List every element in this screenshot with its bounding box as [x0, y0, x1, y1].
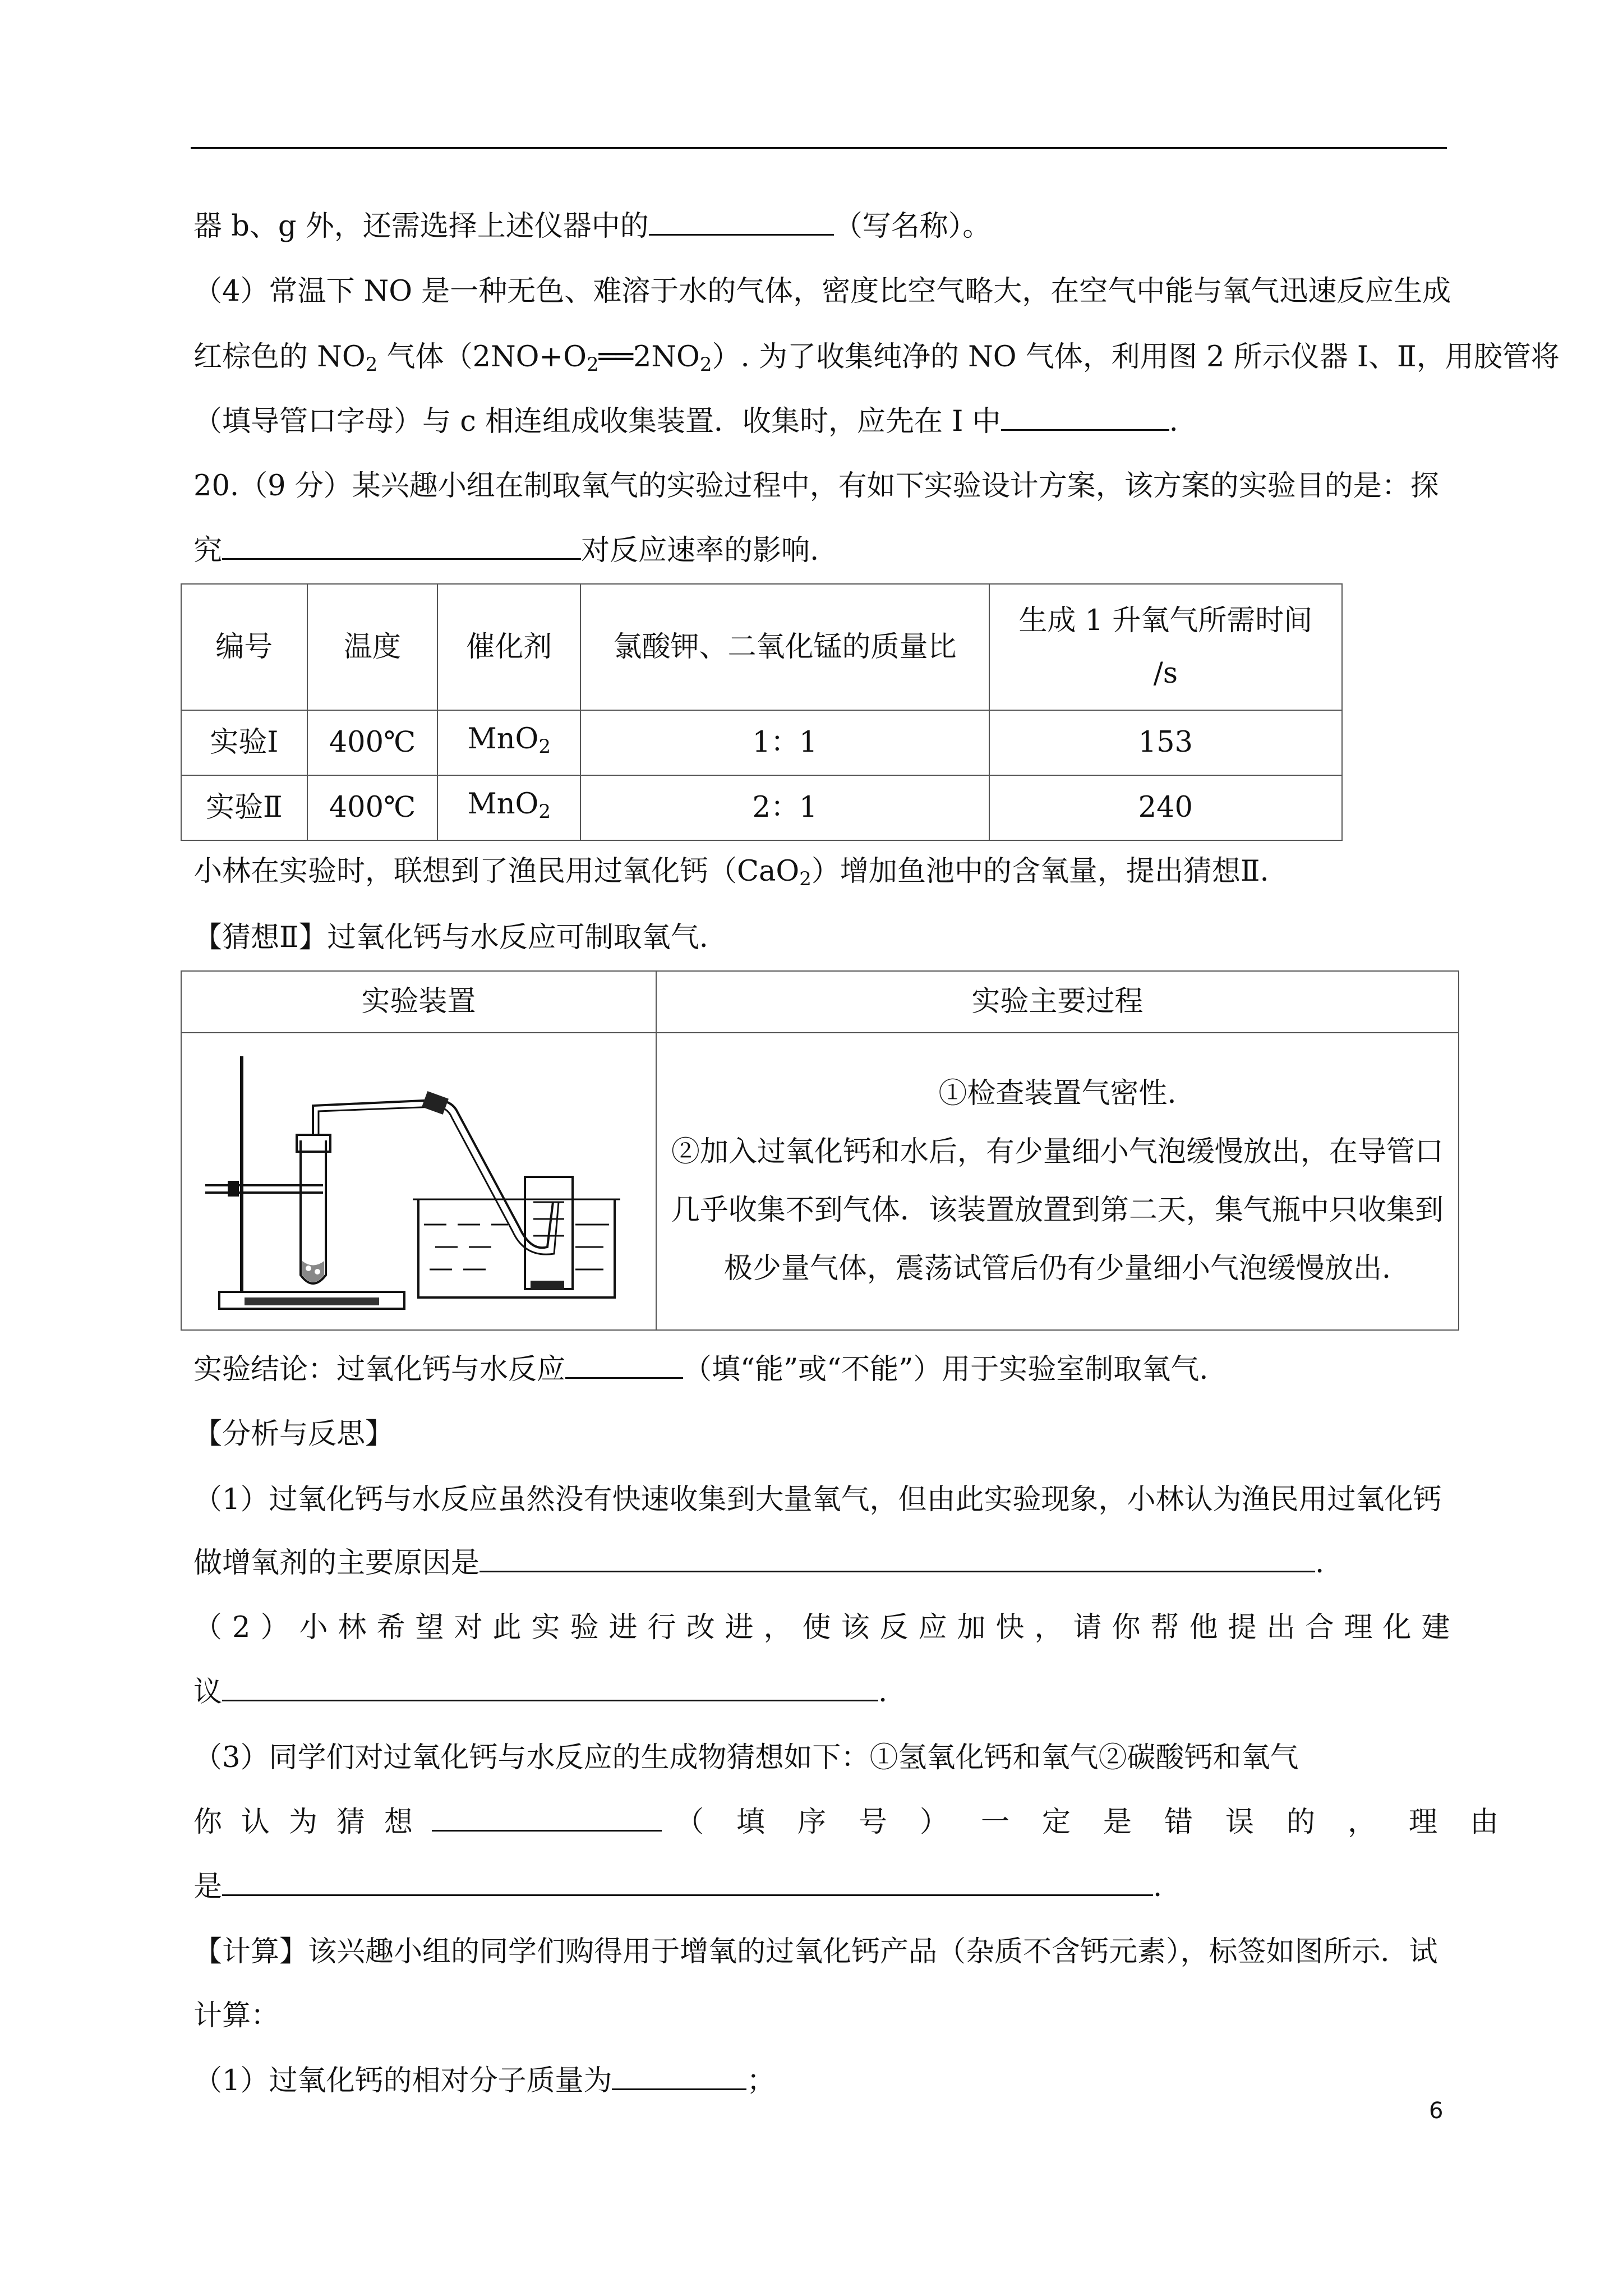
text-line: 你认为猜想 （填序号）一定是错误的，理由 [193, 1806, 1532, 1839]
text-line: 议 . [193, 1676, 888, 1709]
text-line: （3）同学们对过氧化钙与水反应的生成物猜想如下：①氢氧化钙和氧气②碳酸钙和氧气 [193, 1741, 1299, 1774]
table-row: 实验Ⅱ 400℃ MnO$_2$ 2：1 240 [181, 775, 1342, 840]
page-number: 6 [1429, 2098, 1444, 2124]
text-line: （4）常温下 NO 是一种无色、难溶于水的气体，密度比空气略大，在空气中能与氧气迅速反应生成 [193, 275, 1451, 308]
answer-blank[interactable] [479, 1546, 1315, 1572]
text-line: 计算： [193, 1999, 280, 2032]
text-line: 做增氧剂的主要原因是 . [193, 1547, 1325, 1580]
text-line: 小林在实验时，联想到了渔民用过氧化钙（CaO$_2$）增加鱼池中的含氧量，提出猜想Ⅱ. [193, 855, 1269, 890]
text-line: 究 对反应速率的影响. [193, 534, 819, 567]
process-cell: ①检查装置气密性. ②加入过氧化钙和水后，有少量细小气泡缓慢放出，在导管口 几乎收集不到气体．该装置放置到第二天，集气瓶中只收集到 极少量气体，震荡试管后仍有少量细小气泡缓慢放出. [656, 1033, 1459, 1330]
text-line: 是 . [193, 1870, 1163, 1903]
text-line: 器 b、g 外，还需选择上述仪器中的 （写名称）。 [193, 210, 992, 243]
table-header: 编号 [181, 584, 307, 710]
table-header: 氯酸钾、二氧化锰的质量比 [580, 584, 989, 710]
gas-collection-apparatus-figure [188, 1034, 648, 1320]
answer-blank[interactable] [649, 209, 834, 236]
table-header: 催化剂 [437, 584, 580, 710]
table-header: 实验主要过程 [656, 971, 1459, 1033]
apparatus-figure-cell [181, 1033, 656, 1330]
text-line: 【计算】该兴趣小组的同学们购得用于增氧的过氧化钙产品（杂质不含钙元素），标签如图所示．试 [193, 1935, 1438, 1968]
answer-blank[interactable] [222, 1675, 878, 1701]
text-line: （1）过氧化钙与水反应虽然没有快速收集到大量氧气，但由此实验现象，小林认为渔民用过氧化钙 [193, 1483, 1442, 1516]
table-header: 温度 [307, 584, 438, 710]
experiment-table [181, 583, 1343, 841]
answer-blank[interactable] [222, 533, 581, 560]
hypothesis-line: 【猜想Ⅱ】过氧化钙与水反应可制取氧气. [193, 921, 708, 954]
answer-blank[interactable] [432, 1805, 662, 1832]
text-line: （填导管口字母）与 c 相连组成收集装置．收集时，应先在 Ⅰ 中 . [193, 405, 1178, 438]
question-20: 20.（9 分）某兴趣小组在制取氧气的实验过程中，有如下实验设计方案，该方案的实验目的是：探 [193, 470, 1439, 503]
table-header: 生成 1 升氧气所需时间 /s [989, 584, 1342, 710]
answer-blank[interactable] [222, 1870, 1153, 1896]
header-rule [191, 147, 1447, 149]
text-line: （2）小林希望对此实验进行改进，使该反应加快，请你帮他提出合理化建 [193, 1611, 1460, 1644]
answer-blank[interactable] [565, 1352, 683, 1379]
text-line: （1）过氧化钙的相对分子质量为 ； [193, 2064, 776, 2097]
table-row: 实验Ⅰ 400℃ MnO$_2$ 1：1 153 [181, 710, 1342, 775]
answer-blank[interactable] [612, 2064, 746, 2090]
text-line: 红棕色的 $NO_2$ 气体$(2NO+O_2══2NO_2)$. 为了收集纯净的 NO 气体，利用图 2 所示仪器 Ⅰ、Ⅱ，用胶管将 [193, 341, 1560, 376]
apparatus-table [181, 970, 1459, 1331]
table-header: 实验装置 [181, 971, 656, 1033]
section-heading: 【分析与反思】 [193, 1418, 394, 1451]
answer-blank[interactable] [1001, 404, 1169, 431]
text-line: 实验结论：过氧化钙与水反应 （填“能”或“不能”）用于实验室制取氧气. [193, 1353, 1209, 1386]
